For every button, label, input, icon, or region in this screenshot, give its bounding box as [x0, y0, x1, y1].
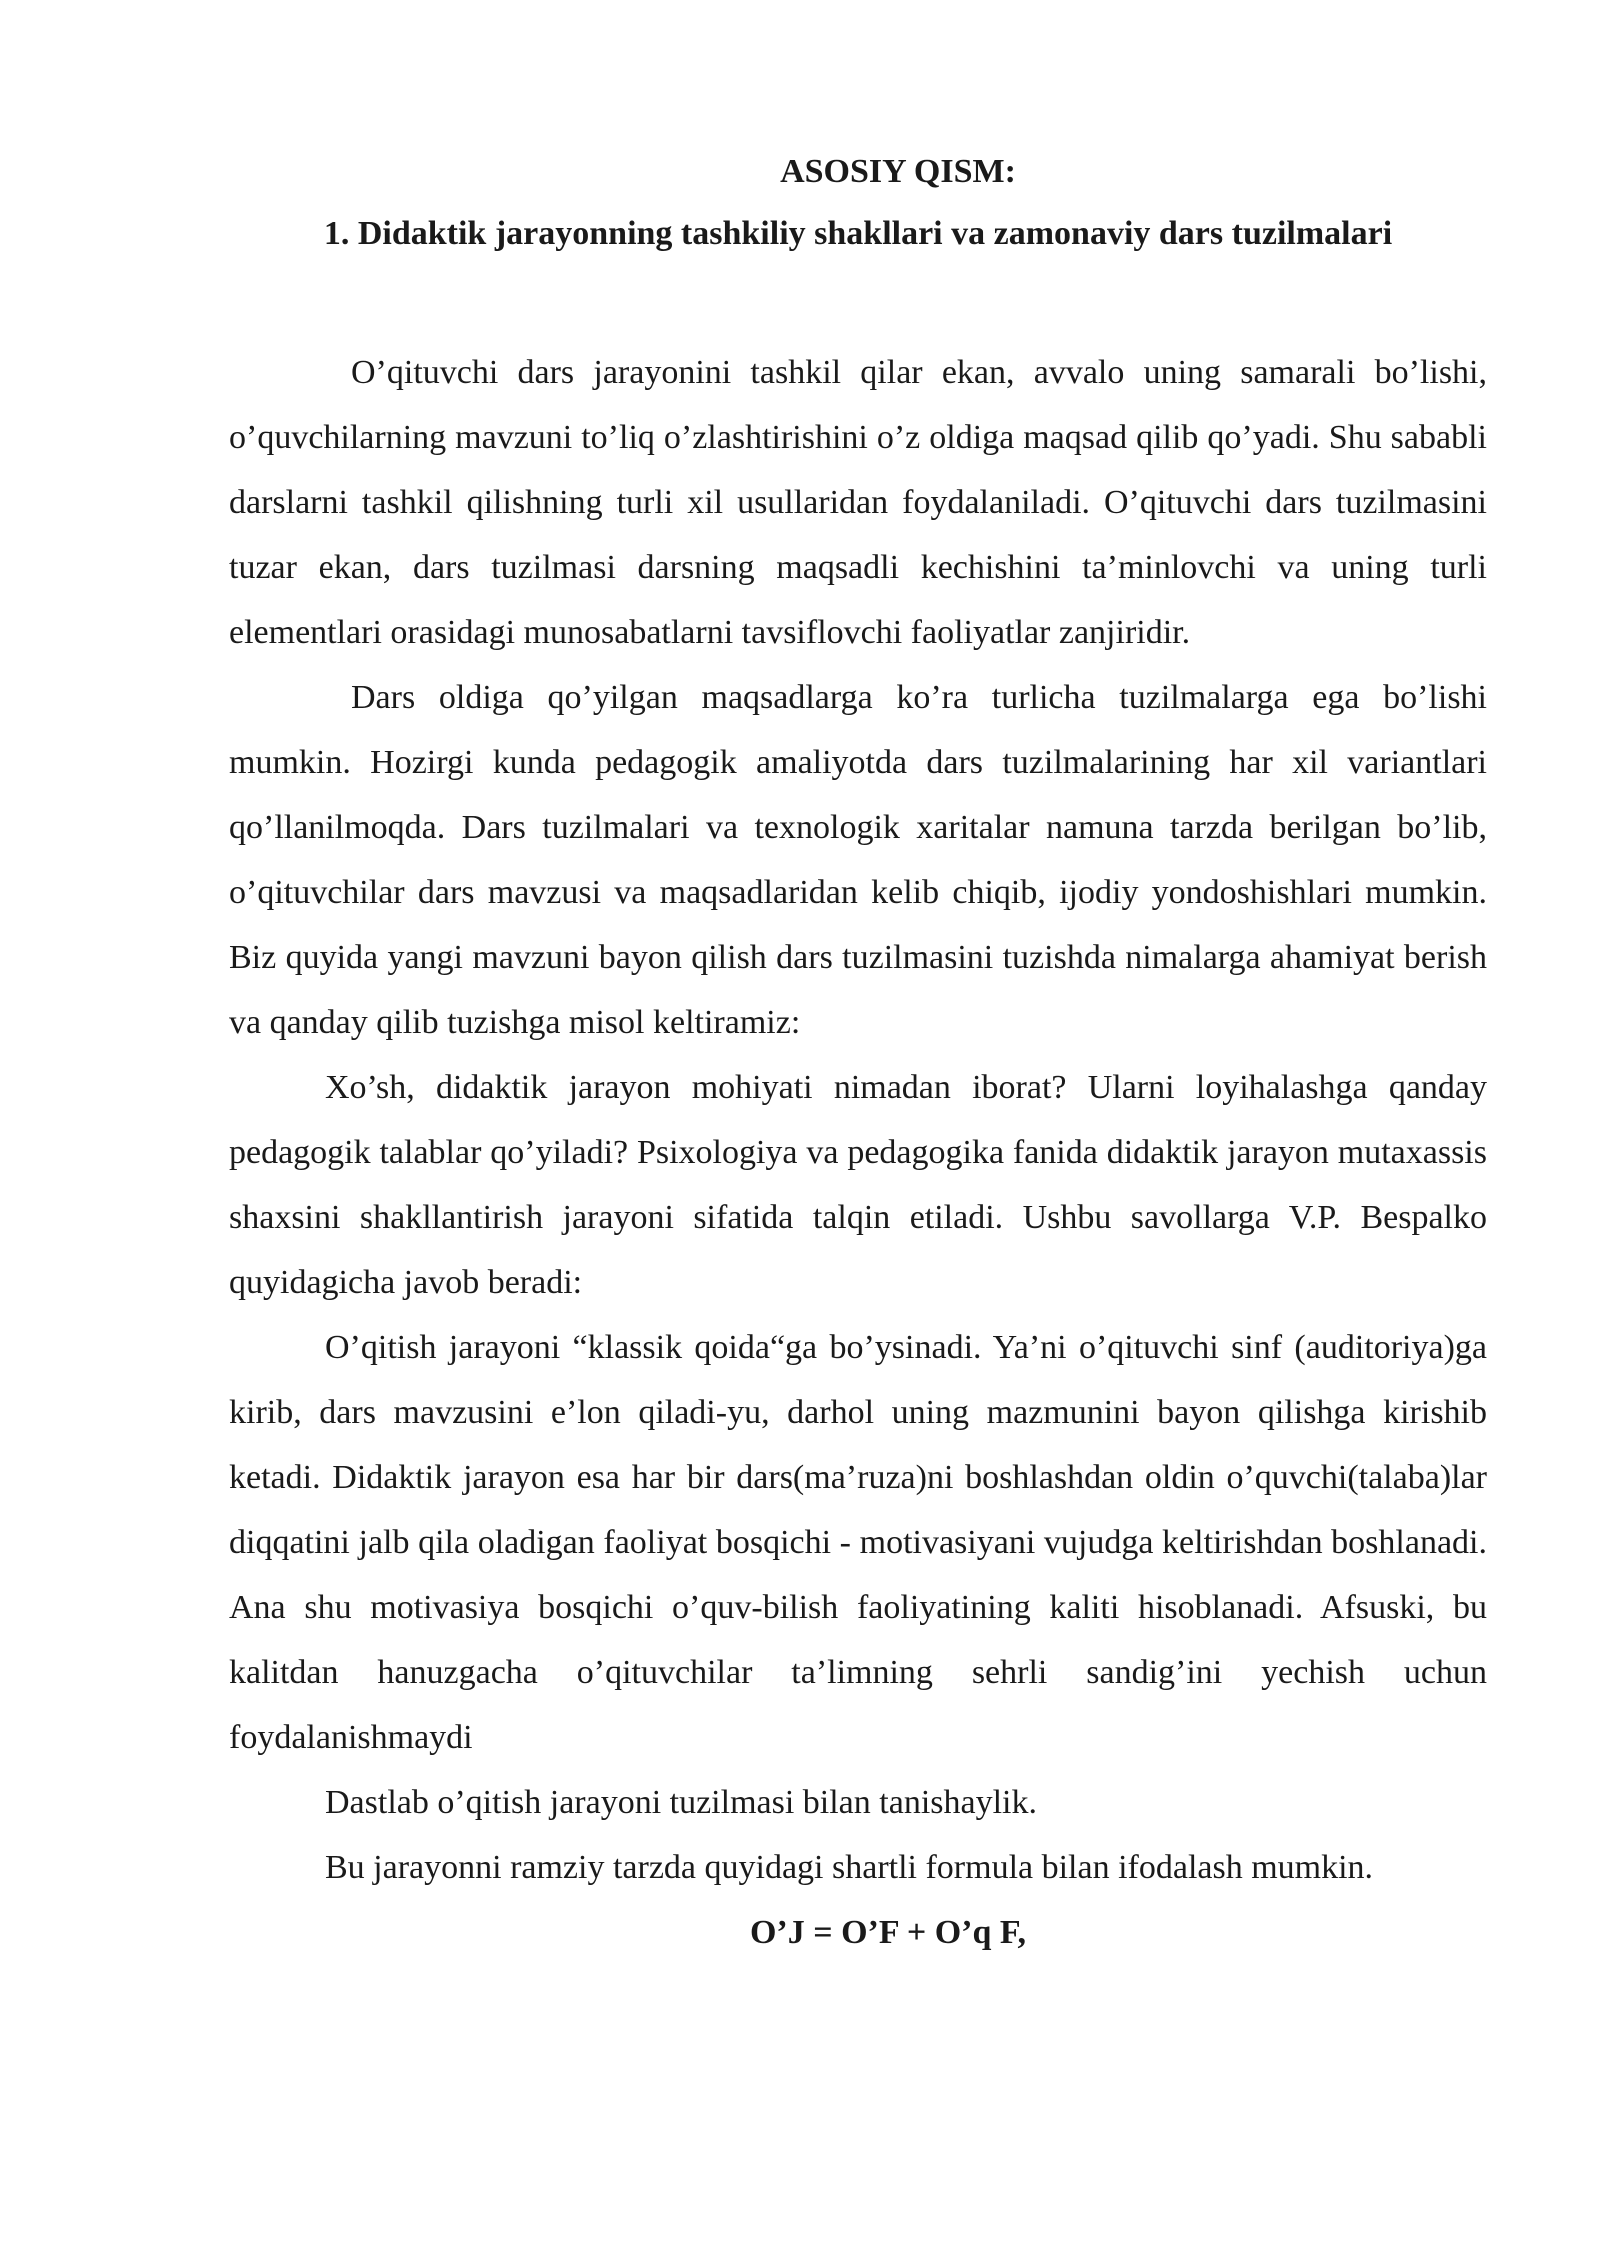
paragraph-3: Xo’sh, didaktik jarayon mohiyati nimadan iborat? Ularni loyihalashga qanday pedagogik talablar qo’yiladi? Psixologiya va pedagogika fanida didaktik jarayon mutaxassis shaxsini shakllantirish jarayoni sifatida talqin etiladi. Ushbu savollarga V.P. Bespalko quyidagicha javob beradi:: [229, 1069, 1487, 1301]
section-title: 1. Didaktik jarayonning tashkiliy shakllari va zamonaviy dars tuzilmalari: [323, 215, 1393, 252]
paragraph-6: Bu jarayonni ramziy tarzda quyidagi shartli formula bilan ifodalash mumkin.: [325, 1849, 1374, 1886]
section-label: ASOSIY QISM:: [780, 153, 1016, 190]
paragraph-5: Dastlab o’qitish jarayoni tuzilmasi bilan tanishaylik.: [325, 1784, 1037, 1821]
paragraph-2: Dars oldiga qo’yilgan maqsadlarga ko’ra turlicha tuzilmalarga ega bo’lishi mumkin. Hozirgi kunda pedagogik amaliyotda dars tuzilmalarining har xil variantlari qo’llanilmoqda. Dars tuzilmalari va texnologik xaritalar namuna tarzda berilgan bo’lib, o’qituvchilar dars mavzusi va maqsadlaridan kelib chiqib, ijodiy yondoshishlari mumkin. Biz quyida yangi mavzuni bayon qilish dars tuzilmasini tuzishda nimalarga ahamiyat berish va qanday qilib tuzishga misol keltiramiz:: [229, 679, 1487, 1041]
document-page: [229, 150, 1487, 1965]
paragraph-1: O’qituvchi dars jarayonini tashkil qilar ekan, avvalo uning samarali bo’lishi, o’quvchilarning mavzuni to’liq o’zlashtirishini o’z oldiga maqsad qilib qo’yadi. Shu sababli darslarni tashkil qilishning turli xil usullaridan foydalaniladi. O’qituvchi dars tuzilmasini tuzar ekan, dars tuzilmasi darsning maqsadli kechishini ta’minlovchi va uning turli elementlari orasidagi munosabatlarni tavsiflovchi faoliyatlar zanjiridir.: [229, 354, 1487, 651]
paragraph-4: O’qitish jarayoni “klassik qoida“ga bo’ysinadi. Ya’ni o’qituvchi sinf (auditoriya)ga kirib, dars mavzusini e’lon qiladi-yu, darhol uning mazmunini bayon qilishga kirishib ketadi. Didaktik jarayon esa har bir dars(ma’ruza)ni boshlashdan oldin o’quvchi(talaba)lar diqqatini jalb qila oladigan faoliyat bosqichi - motivasiyani vujudga keltirishdan boshlanadi. Ana shu motivasiya bosqichi o’quv-bilish faoliyatining kaliti hisoblanadi. Afsuski, bu kalitdan hanuzgacha o’qituvchilar ta’limning sehrli sandig’ini yechish uchun foydalanishmaydi: [229, 1329, 1487, 1756]
formula: O’J = O’F + O’q F,: [749, 1914, 1027, 1951]
